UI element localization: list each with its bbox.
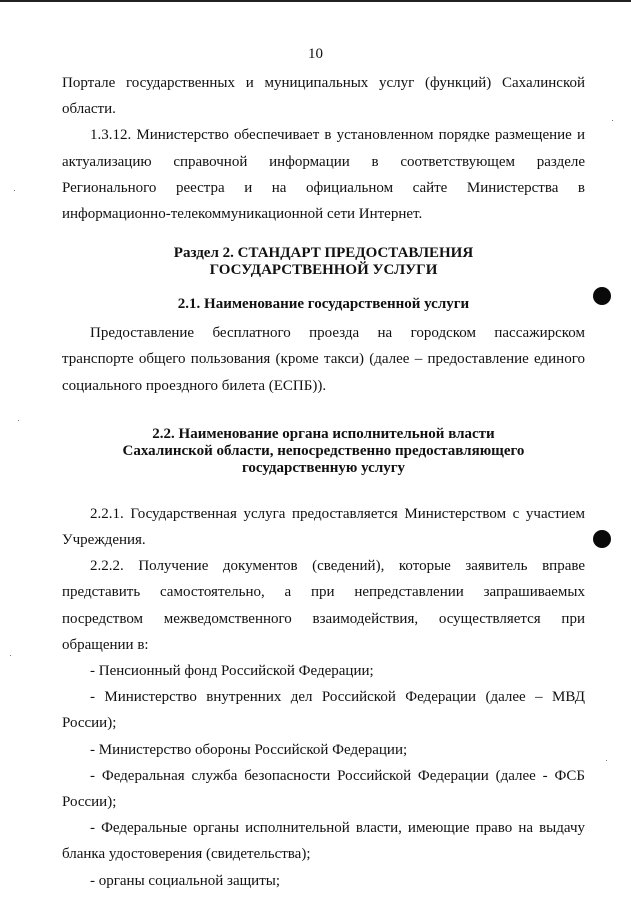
scan-speck [14, 190, 15, 191]
punch-hole-mark [593, 287, 611, 305]
paragraph: Портале государственных и муниципальных услуг (функций) Сахалинской области. [62, 75, 585, 118]
page-top-edge [0, 0, 631, 2]
scan-speck [10, 655, 11, 656]
paragraph: - Министерство внутренних дел Российской Федерации (далее – МВД России); [62, 689, 585, 732]
scan-speck [612, 120, 613, 121]
heading-line: Сахалинской области, непосредственно предоставляющего [122, 442, 525, 459]
section-heading [62, 245, 585, 279]
paragraph: 2.2.1. Государственная услуга предоставляется Министерством с участием Учреждения. [62, 505, 585, 549]
punch-hole-mark [593, 530, 611, 548]
heading-line: Раздел 2. СТАНДАРТ ПРЕДОСТАВЛЕНИЯ [173, 245, 474, 262]
paragraph: - Федеральная служба безопасности Российской Федерации (далее - ФСБ России); [62, 767, 585, 811]
paragraph: - органы социальной защиты; [90, 872, 281, 889]
heading-line: государственную услугу [241, 459, 406, 476]
paragraph: 1.3.12. Министерство обеспечивает в установленном порядке размещение и актуализацию справочной информации в соответствующем разделе Регионального реестра и на официальном сайте Министерства в информационно-телекоммуникационной сети Интернет. [62, 127, 585, 223]
scan-speck [606, 760, 607, 761]
subsection-heading [62, 296, 585, 313]
heading-line: 2.2. Наименование органа исполнительной власти [152, 425, 495, 442]
scan-speck [18, 420, 19, 421]
document-body [62, 70, 585, 894]
paragraph: - Министерство обороны Российской Федерации; [90, 741, 408, 758]
paragraph: - Федеральные органы исполнительной власти, имеющие право на выдачу бланка удостоверения (свидетельства); [62, 820, 585, 863]
subsection-heading [62, 426, 585, 477]
paragraph: Предоставление бесплатного проезда на городском пассажирском транспорте общего пользования (кроме такси) (далее – предоставление единого социального проездного билета (ЕСПБ)). [62, 325, 585, 394]
paragraph: - Пенсионный фонд Российской Федерации; [90, 663, 374, 680]
paragraph: 2.2.2. Получение документов (сведений), которые заявитель вправе представить самостоятельно, а при непредставлении запрашиваемых посредством межведомственного взаимодействия, осуществляется при обращении в: [62, 558, 585, 653]
heading-line: 2.1. Наименование государственной услуги [177, 296, 470, 313]
heading-line: ГОСУДАРСТВЕННОЙ УСЛУГИ [209, 262, 438, 279]
page-number: 10 [308, 46, 323, 62]
